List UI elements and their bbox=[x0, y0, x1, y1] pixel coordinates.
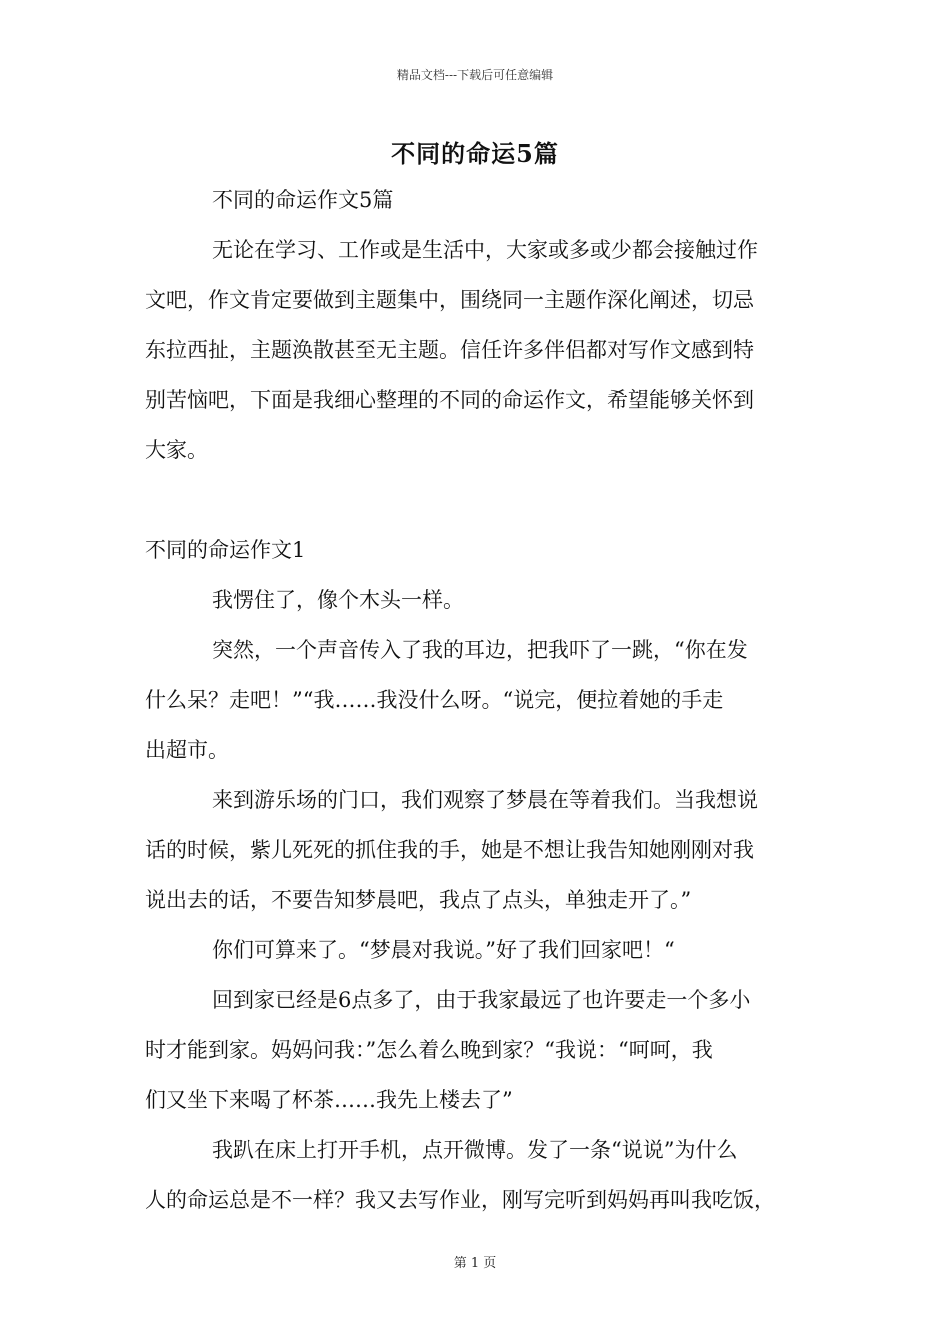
paragraph-line: 大家。 bbox=[145, 438, 208, 462]
paragraph-line: 你们可算来了。“梦晨对我说。”好了我们回家吧！“ bbox=[212, 938, 675, 962]
paragraph-line: 我愣住了，像个木头一样。 bbox=[212, 588, 464, 612]
paragraph-line: 东拉西扯，主题涣散甚至无主题。信任许多伴侣都对写作文感到特 bbox=[145, 338, 754, 362]
paragraph-line: 突然，一个声音传入了我的耳边，把我吓了一跳，“你在发 bbox=[212, 638, 748, 662]
section-heading: 不同的命运作文1 bbox=[145, 538, 306, 562]
paragraph-line: 时才能到家。妈妈问我：”怎么着么晚到家？“我说：“呵呵，我 bbox=[145, 1038, 713, 1062]
document-title: 不同的命运5篇 bbox=[391, 139, 559, 168]
paragraph-line: 文吧，作文肯定要做到主题集中，围绕同一主题作深化阐述，切忌 bbox=[145, 288, 754, 312]
page-header: 精品文档---下载后可任意编辑 bbox=[396, 68, 554, 82]
paragraph-line: 什么呆？走吧！”“我……我没什么呀。“说完，便拉着她的手走 bbox=[145, 688, 724, 712]
paragraph-line: 话的时候，紫儿死死的抓住我的手，她是不想让我告知她刚刚对我 bbox=[145, 838, 754, 862]
paragraph-line: 出超市。 bbox=[145, 738, 229, 762]
paragraph-line: 来到游乐场的门口，我们观察了梦晨在等着我们。当我想说 bbox=[212, 788, 758, 812]
paragraph-line: 我趴在床上打开手机，点开微博。发了一条“说说”为什么 bbox=[212, 1138, 738, 1162]
paragraph-line: 无论在学习、工作或是生活中，大家或多或少都会接触过作 bbox=[212, 238, 758, 262]
paragraph-line: 说出去的话，不要告知梦晨吧，我点了点头，单独走开了。” bbox=[145, 888, 692, 912]
subtitle-line: 不同的命运作文5篇 bbox=[212, 188, 394, 212]
paragraph-line: 们又坐下来喝了杯茶……我先上楼去了” bbox=[145, 1088, 513, 1112]
page-number: 第 1 页 bbox=[453, 1256, 497, 1271]
paragraph-line: 人的命运总是不一样？我又去写作业，刚写完听到妈妈再叫我吃饭， bbox=[145, 1188, 775, 1212]
paragraph-line: 别苦恼吧，下面是我细心整理的不同的命运作文，希望能够关怀到 bbox=[145, 388, 754, 412]
paragraph-line: 回到家已经是6点多了，由于我家最远了也许要走一个多小 bbox=[212, 988, 751, 1012]
